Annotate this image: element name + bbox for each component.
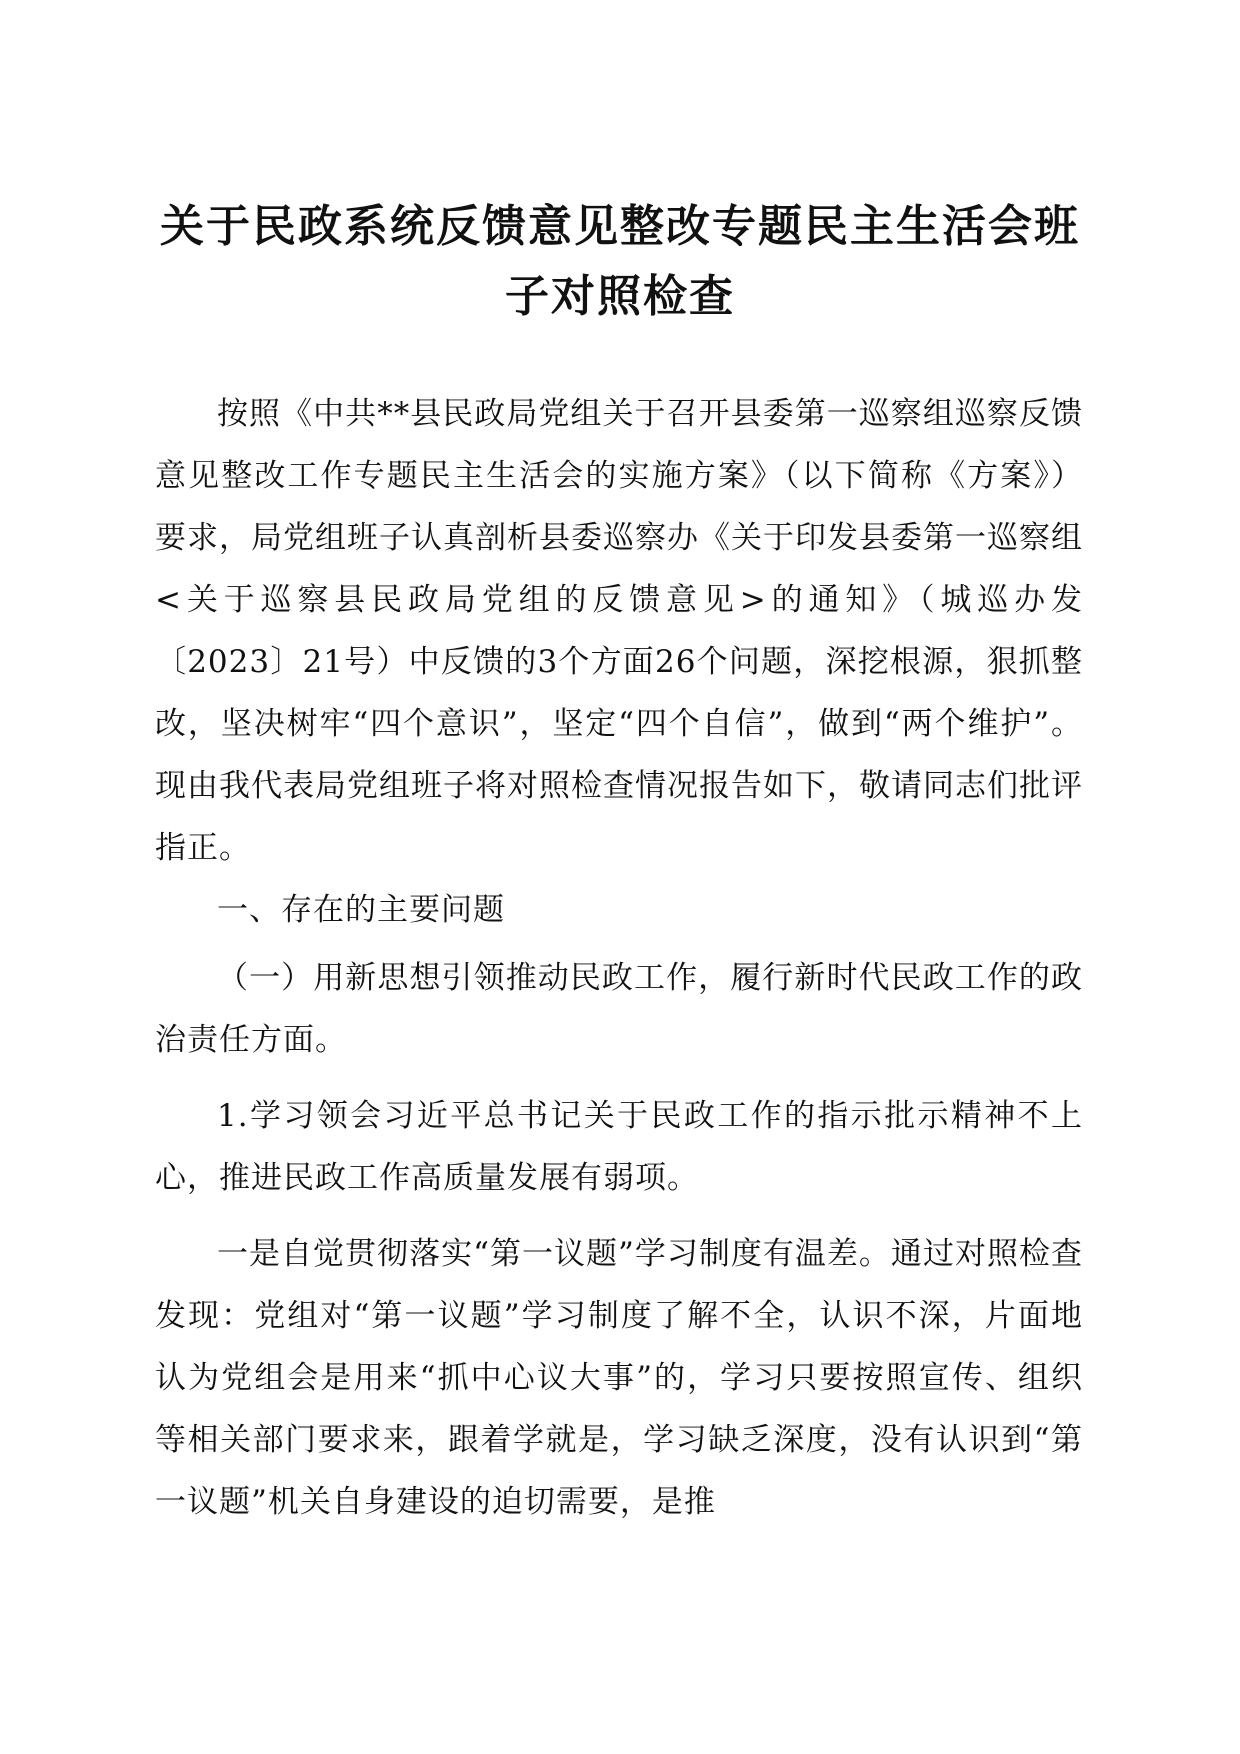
subsection-heading-1: （一）用新思想引领推动民政工作，履行新时代民政工作的政治责任方面。 xyxy=(155,960,1083,1058)
intro-paragraph: 按照《中共**县民政局党组关于召开县委第一巡察组巡察反馈意见整改工作专题民主生活会的实施方案》（以下简称《方案》）要求，局党组班子认真剖析县委巡察办《关于印发县委第一巡察组<关于巡察县民政局党组的反馈意见>的通知》（城巡办发〔2023〕21号）中反馈的3个方面26个问题，深挖根源，狠抓整改，坚决树牢“四个意识”，坚定“四个自信”，做到“两个维护”。现由我代表局党组班子将对照检查情况报告如下，敬请同志们批评指正。 xyxy=(155,396,1083,866)
item-1-paragraph: 1.学习领会习近平总书记关于民政工作的指示批示精神不上心，推进民政工作高质量发展有弱项。 xyxy=(155,1098,1083,1196)
document-title-line-2: 子对照检查 xyxy=(505,271,735,322)
point-1-paragraph: 一是自觉贯彻落实“第一议题”学习制度有温差。通过对照检查发现：党组对“第一议题”学习制度了解不全，认识不深，片面地认为党组会是用来“抓中心议大事”的，学习只要按照宣传、组织等相关部门要求来，跟着学就是，学习缺乏深度，没有认识到“第一议题”机关自身建设的迫切需要，是推 xyxy=(155,1236,1083,1520)
document-title xyxy=(150,192,1090,332)
document-title-line-1: 关于民政系统反馈意见整改专题民主生活会班 xyxy=(160,201,1080,252)
document-body xyxy=(155,383,1083,1533)
section-heading-existing-problems: 一、存在的主要问题 xyxy=(217,892,505,928)
